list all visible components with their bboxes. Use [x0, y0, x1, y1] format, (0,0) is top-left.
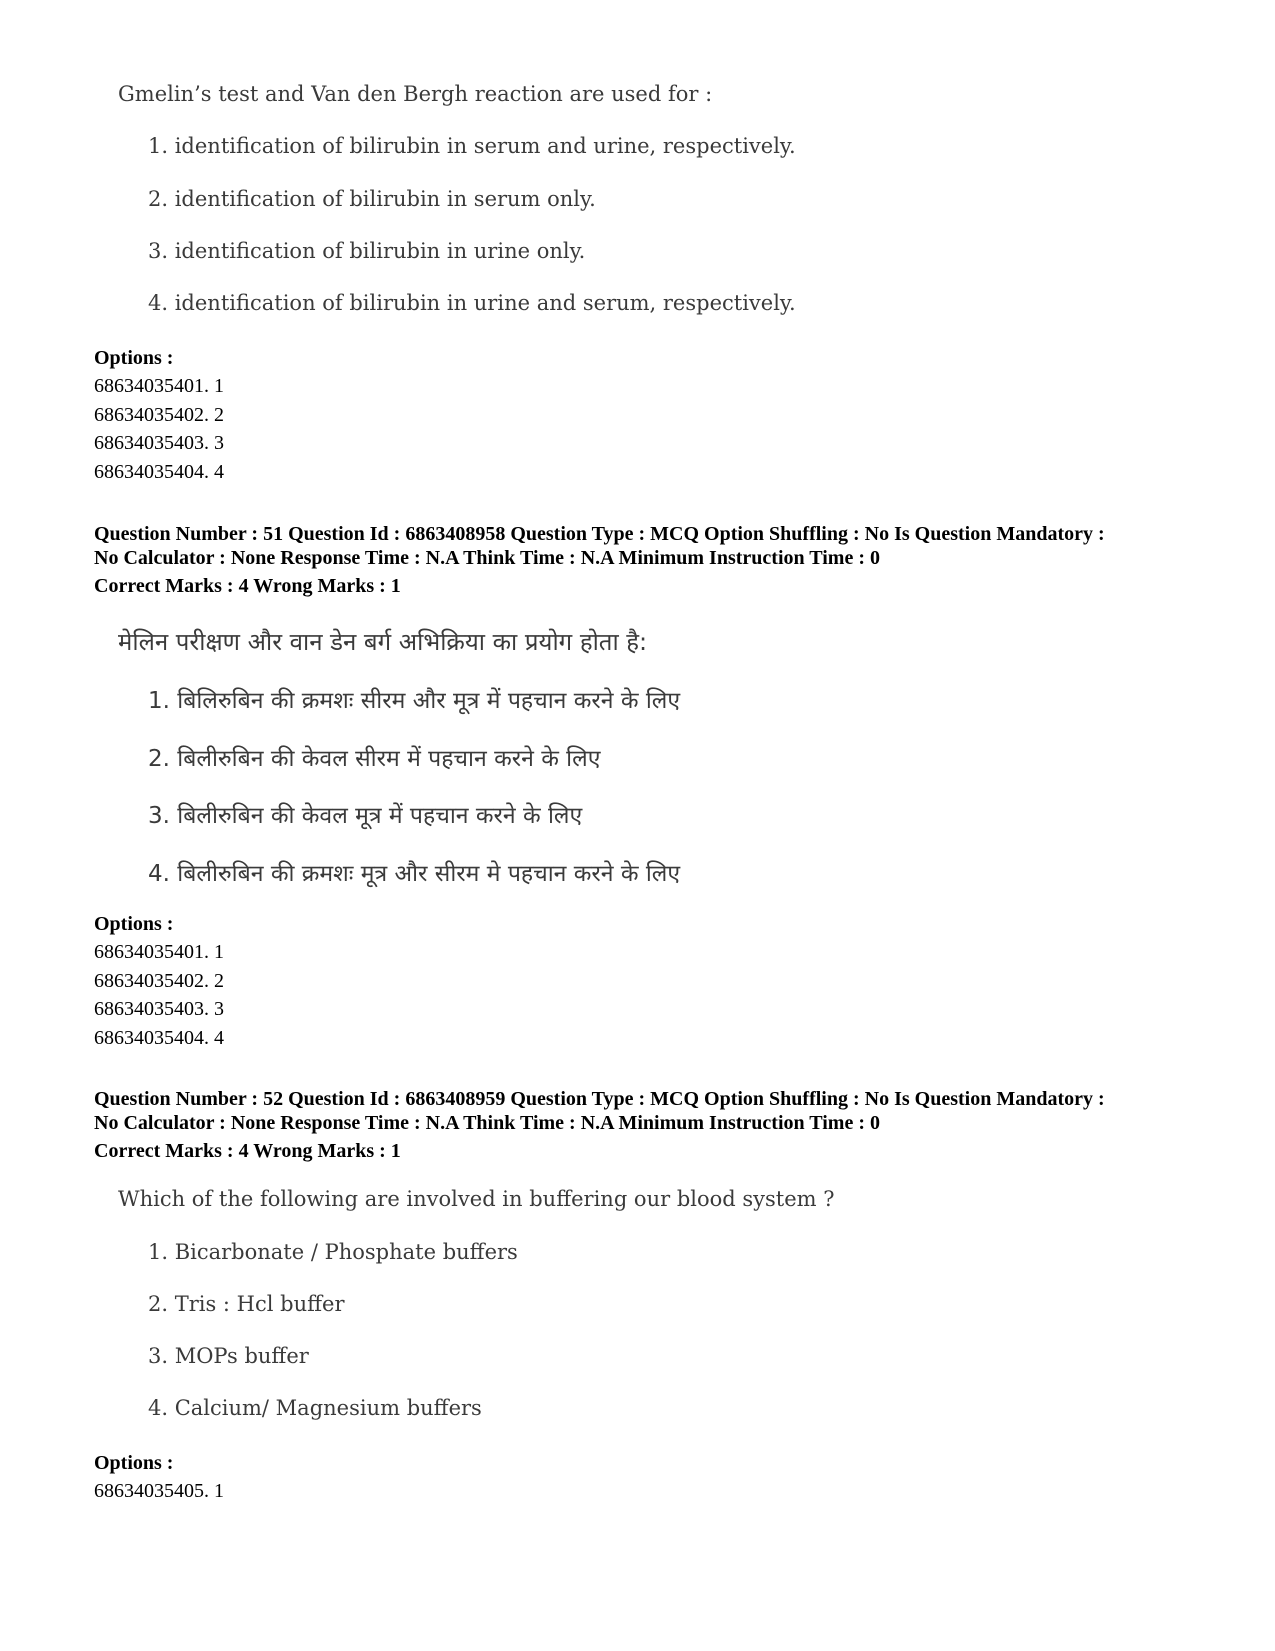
option-line: 68634035401. 1	[94, 375, 224, 397]
option-line: 68634035401. 1	[94, 941, 224, 963]
question-header-line1: Question Number : 52 Question Id : 6863408959 Question Type : MCQ Option Shuffling : No Is Question Mandatory :	[94, 1088, 1105, 1110]
question-header-line2: No Calculator : None Response Time : N.A Think Time : N.A Minimum Instruction Time : 0	[94, 1112, 880, 1134]
question-text: Gmelin’s test and Van den Bergh reaction are used for :	[118, 82, 713, 106]
options-label: Options :	[94, 1452, 174, 1474]
option-line: 68634035405. 1	[94, 1480, 224, 1502]
question-marks: Correct Marks : 4 Wrong Marks : 1	[94, 575, 401, 597]
question-text: Which of the following are involved in buffering our blood system ?	[118, 1187, 835, 1211]
question-header-line2: No Calculator : None Response Time : N.A Think Time : N.A Minimum Instruction Time : 0	[94, 547, 880, 569]
question-marks: Correct Marks : 4 Wrong Marks : 1	[94, 1140, 401, 1162]
question-header-line1: Question Number : 51 Question Id : 6863408958 Question Type : MCQ Option Shuffling : No Is Question Mandatory :	[94, 523, 1105, 545]
option-line: 68634035403. 3	[94, 432, 224, 454]
choice-2: 2. बिलीरुबिन की केवल सीरम में पहचान करने के लिए	[148, 746, 601, 772]
choice-3: 3. MOPs buffer	[148, 1344, 309, 1368]
option-line: 68634035402. 2	[94, 404, 224, 426]
choice-4: 4. identification of bilirubin in urine and serum, respectively.	[148, 291, 796, 315]
option-line: 68634035402. 2	[94, 970, 224, 992]
choice-1: 1. Bicarbonate / Phosphate buffers	[148, 1240, 518, 1264]
option-line: 68634035404. 4	[94, 461, 224, 483]
option-line: 68634035403. 3	[94, 998, 224, 1020]
choice-1: 1. identification of bilirubin in serum and urine, respectively.	[148, 134, 796, 158]
options-label: Options :	[94, 913, 174, 935]
choice-3: 3. identification of bilirubin in urine only.	[148, 239, 586, 263]
choice-2: 2. Tris : Hcl buffer	[148, 1292, 345, 1316]
choice-2: 2. identification of bilirubin in serum only.	[148, 187, 596, 211]
option-line: 68634035404. 4	[94, 1027, 224, 1049]
question-text: मेलिन परीक्षण और वान डेन बर्ग अभिक्रिया का प्रयोग होता है:	[118, 628, 648, 656]
choice-3: 3. बिलीरुबिन की केवल मूत्र में पहचान करने के लिए	[148, 803, 583, 829]
choice-4: 4. बिलीरुबिन की क्रमशः मूत्र और सीरम मे पहचान करने के लिए	[148, 861, 681, 887]
choice-1: 1. बिलिरुबिन की क्रमशः सीरम और मूत्र में पहचान करने के लिए	[148, 688, 681, 714]
options-label: Options :	[94, 347, 174, 369]
choice-4: 4. Calcium/ Magnesium buffers	[148, 1396, 482, 1420]
